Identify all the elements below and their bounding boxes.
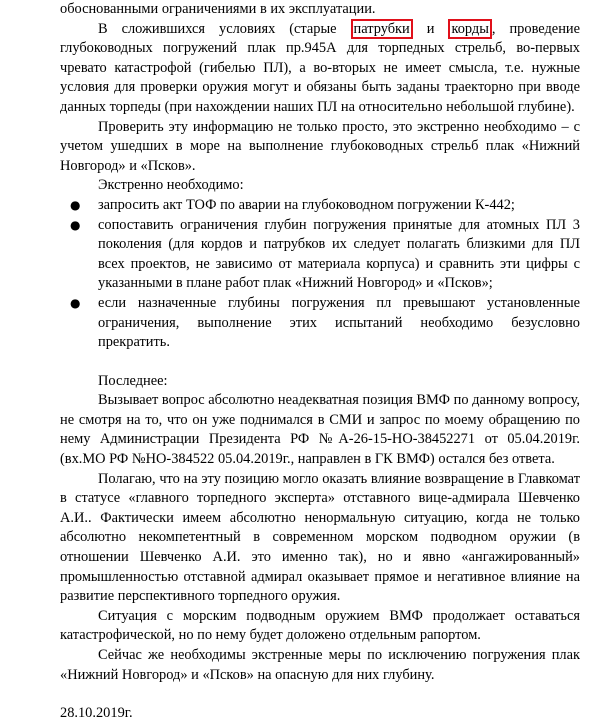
paragraph-conditions-part-c: , проведение глубоководных погружений плак пр.945А для торпедных стрельб, во-первых чревато катастрофой (гибелью ПЛ), а во-вторых не имеет смысла, т.е. нужные условия для проверки оружия могут и обязаны быть заданы траекторно при вводе данных торпеды (при нахождении наших ПЛ на относительно небольшой глубине). (60, 20, 580, 115)
bullet-icon: ● (70, 295, 81, 310)
spacer (60, 353, 580, 372)
paragraph-conditions (60, 20, 580, 118)
urgent-actions-list (60, 196, 580, 353)
highlight-box-patrubki: патрубки (351, 19, 413, 39)
list-item (60, 216, 580, 294)
paragraph-restrictions-end: обоснованными ограничениями в их эксплуатации. (60, 1, 376, 17)
last-heading: Последнее: (98, 372, 168, 389)
bullet-icon: ● (70, 217, 81, 232)
paragraph-situation: Ситуация с морским подводным оружием ВМФ продолжает оставаться катастрофической, но по нему будет доложено отдельным рапортом. (60, 607, 580, 644)
document-date: 28.10.2019г. (60, 705, 133, 722)
paragraph-navy-position: Вызывает вопрос абсолютно неадекватная позиция ВМФ по данному вопросу, не смотря на то, что он уже поднимался в СМИ и запрос по моему обращению по нему Администрации Президента РФ №А-26-15-НО-38452271 от 05.04.2019г. (вх.МО РФ №НО-384522 05.04.2019г., направлен в ГК ВМФ) остался без ответа. (60, 392, 580, 468)
paragraph-conditions-part-b: и (412, 20, 449, 37)
paragraph-urgent-heading: Экстренно необходимо: (98, 177, 244, 194)
paragraph-conditions-part-a: В сложившихся условиях (старые (98, 20, 351, 37)
list-item-text: если назначенные глубины погружения пл превышают установленные ограничения, выполнение этих испытаний необходимо безусловно прекратить. (98, 294, 580, 351)
highlight-box-kordy: корды (448, 19, 491, 39)
list-item (60, 196, 580, 216)
list-item (60, 294, 580, 353)
list-item-text: запросить акт ТОФ по аварии на глубоководном погружении К-442; (98, 196, 515, 213)
paragraph-urgent-measures: Сейчас же необходимы экстренные меры по исключению погружения плак «Нижний Новгород» и «Псков» на опасную для них глубину. (60, 647, 580, 683)
bullet-icon: ● (70, 197, 81, 212)
spacer (60, 685, 580, 704)
list-item-text: сопоставить ограничения глубин погружения принятые для атомных ПЛ 3 поколения (для кордов и патрубков их следует полагать близкими для ПЛ всех проектов, не зависимо от материала корпуса) и сравнить эти цифры с указанными в плане работ плак «Нижний Новгород» и «Псков»; (98, 216, 580, 292)
paragraph-influence: Полагаю, что на эту позицию могло оказать влияние возвращение в Главкомат в статусе «главного торпедного эксперта» отставного вице-адмирала Шевченко А.И.. Фактически имеем абсолютно ненормальную ситуацию, когда не только абсолютно некомпетентный в современном морском подводном оружии (в отношении Шевченко А.И. это именно так), но и явно «ангажированный» промышленностью отставной адмирал оказывает прямое и негативное влияние на развитие перспективного торпедного оружия. (60, 470, 580, 605)
paragraph-verify: Проверить эту информацию не только просто, это экстренно необходимо – с учетом ушедших в море на выполнение глубоководных стрельб плак «Нижний Новгород» и «Псков». (60, 118, 580, 174)
